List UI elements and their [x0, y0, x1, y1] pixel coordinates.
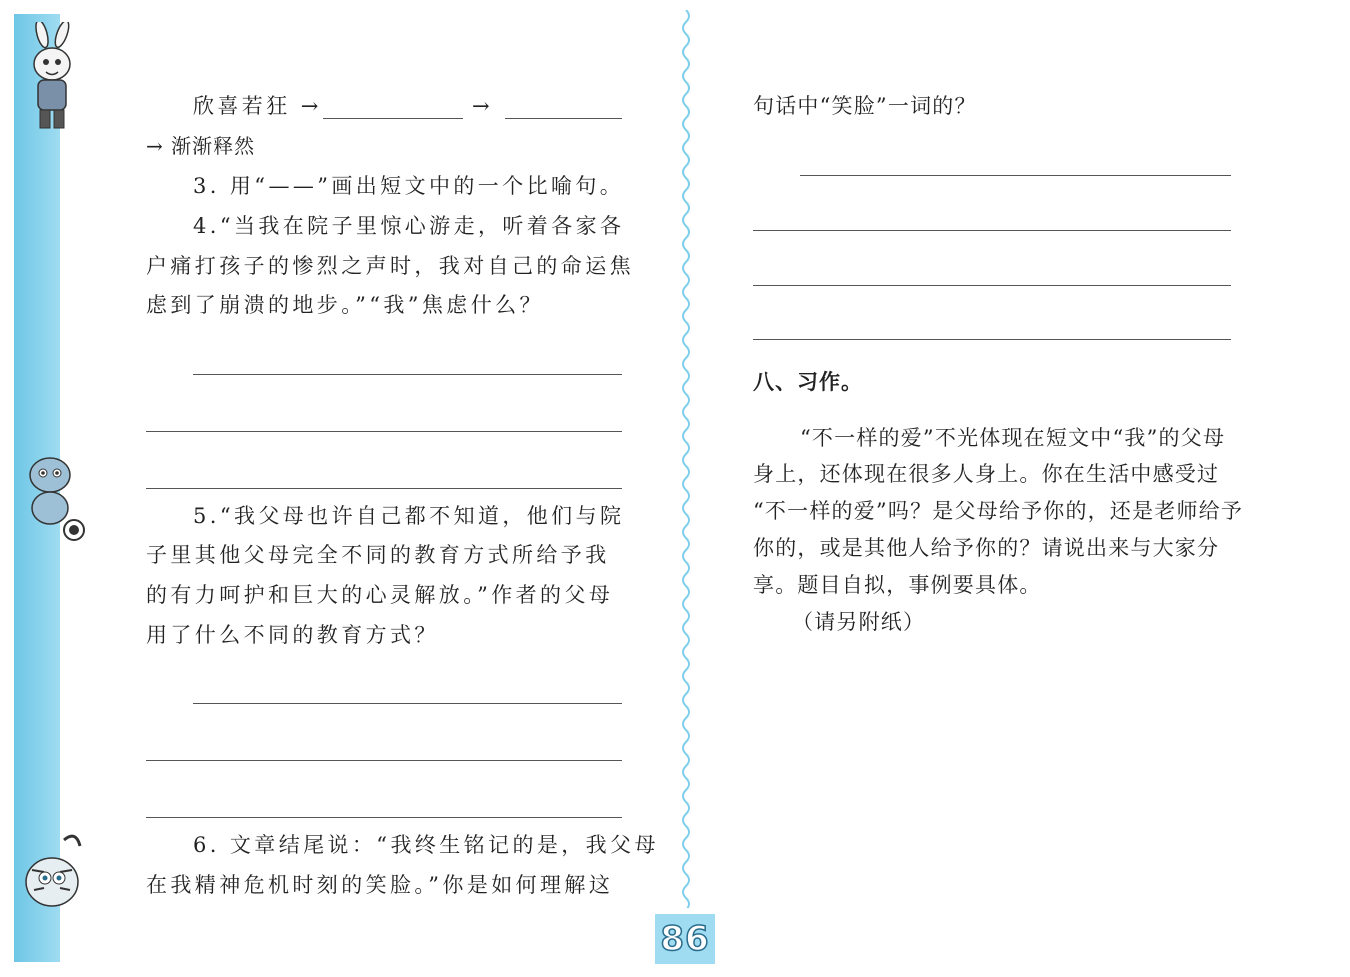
- mood-chain-end: → 渐渐释然: [146, 134, 256, 158]
- answer-line[interactable]: [146, 760, 622, 761]
- question-6-line-3: 句话中“笑脸”一词的？: [753, 94, 977, 118]
- answer-line[interactable]: [193, 374, 622, 375]
- question-6-line-1: 6. 文章结尾说：“我终生铭记的是，我父母: [193, 833, 659, 857]
- answer-line[interactable]: [753, 339, 1231, 340]
- tiger-mascot-icon: [14, 820, 86, 925]
- answer-line[interactable]: [193, 703, 622, 704]
- essay-prompt-line-1: “不一样的爱”不光体现在短文中“我”的父母: [800, 426, 1226, 450]
- answer-line[interactable]: [146, 431, 622, 432]
- answer-line[interactable]: [146, 817, 622, 818]
- mood-chain-start: 欣喜若狂 →: [193, 94, 322, 118]
- section-title: 八、习作。: [753, 370, 863, 394]
- essay-prompt-line-4: 你的，或是其他人给予你的？请说出来与大家分: [753, 536, 1220, 560]
- question-3: 3. 用“——”画出短文中的一个比喻句。: [193, 174, 625, 198]
- question-4-line-3: 虑到了崩溃的地步。”“我”焦虑什么？: [146, 293, 544, 317]
- page-number: 86: [660, 919, 710, 959]
- answer-blank[interactable]: [323, 118, 463, 119]
- question-5-line-1: 5.“我父母也许自己都不知道，他们与院: [193, 504, 625, 528]
- raccoon-mascot-icon: [14, 450, 86, 545]
- question-4-line-1: 4.“当我在院子里惊心游走，听着各家各: [193, 214, 625, 238]
- page-number-badge: [655, 914, 715, 964]
- spine-wavy-border: [678, 10, 694, 908]
- question-5-line-4: 用了什么不同的教育方式？: [146, 623, 439, 647]
- answer-line[interactable]: [753, 230, 1231, 231]
- answer-line[interactable]: [753, 285, 1231, 286]
- question-5-line-3: 的有力呵护和巨大的心灵解放。”作者的父母: [146, 583, 614, 607]
- question-6-line-2: 在我精神危机时刻的笑脸。”你是如何理解这: [146, 873, 614, 897]
- answer-blank[interactable]: [505, 118, 622, 119]
- essay-prompt-line-3: “不一样的爱”吗？是父母给予你的，还是老师给予: [753, 499, 1244, 523]
- rabbit-mascot-icon: [14, 22, 84, 137]
- answer-line[interactable]: [146, 488, 622, 489]
- attach-paper-note: （请另附纸）: [792, 610, 926, 634]
- essay-prompt-line-5: 享。题目自拟，事例要具体。: [753, 573, 1042, 597]
- arrow-text: →: [472, 94, 493, 118]
- question-5-line-2: 子里其他父母完全不同的教育方式所给予我: [146, 543, 610, 567]
- question-4-line-2: 户痛打孩子的惨烈之声时，我对自己的命运焦: [146, 254, 634, 278]
- essay-prompt-line-2: 身上，还体现在很多人身上。你在生活中感受过: [753, 462, 1220, 486]
- answer-line[interactable]: [800, 175, 1231, 176]
